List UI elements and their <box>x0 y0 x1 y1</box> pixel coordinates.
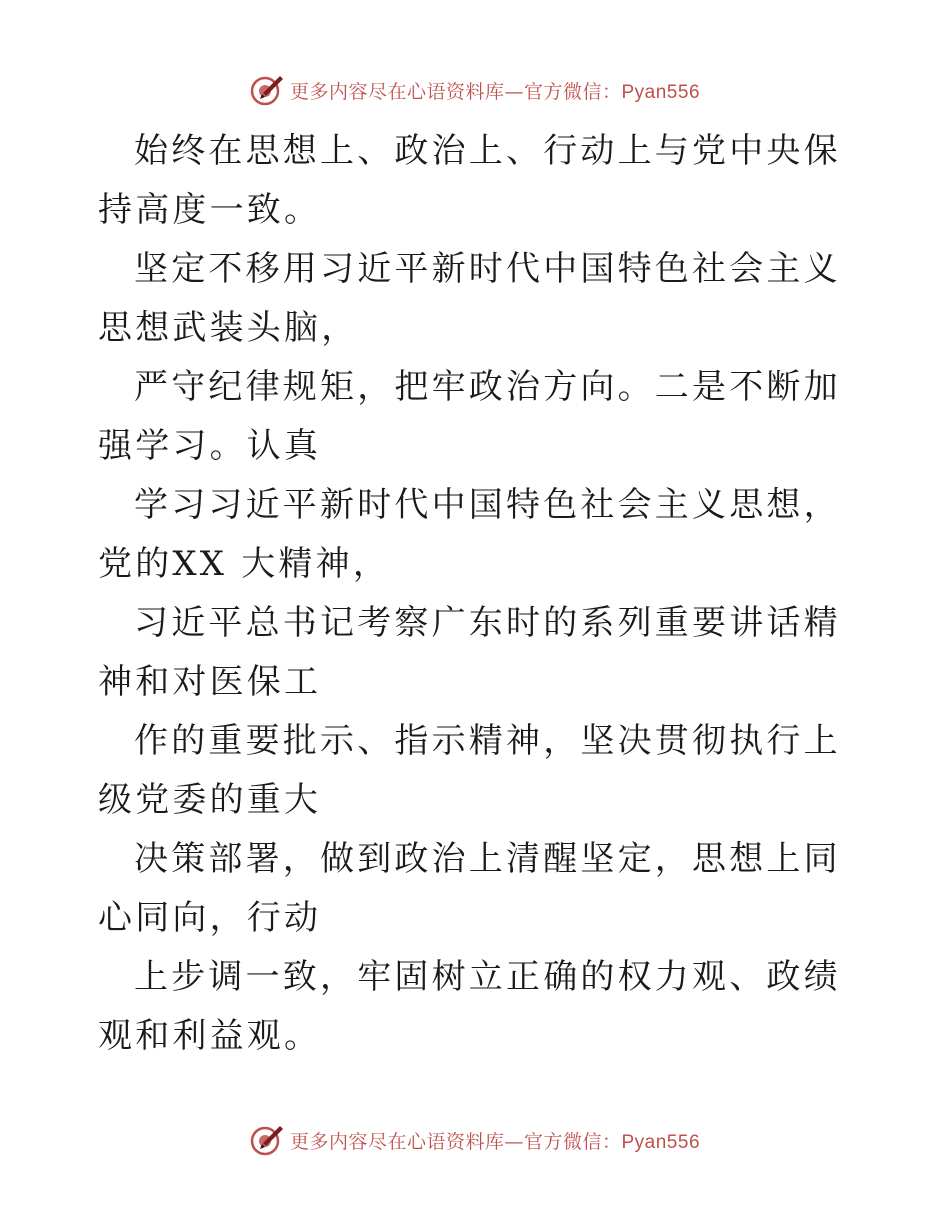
header-banner <box>0 70 950 110</box>
footer-banner <box>0 1120 950 1160</box>
header-contact-label: 官方微信： <box>523 80 622 103</box>
brush-logo-icon <box>250 1123 284 1157</box>
footer-contact-label: 官方微信： <box>523 1130 622 1153</box>
paragraph: 严守纪律规矩，把牢政治方向。二是不断加强学习。认真 <box>98 367 841 466</box>
footer-account: Pyan556 <box>621 1131 701 1153</box>
header-title: 更多内容尽在心语资料库 <box>289 80 505 103</box>
header-dash: — <box>504 80 524 103</box>
paragraph: 决策部署，做到政治上清醒坚定，思想上同心同向，行动 <box>98 839 841 938</box>
footer-banner-text <box>290 1127 700 1154</box>
paragraph: 学习习近平新时代中国特色社会主义思想，党的XX 大精神， <box>98 485 841 584</box>
paragraph: 习近平总书记考察广东时的系列重要讲话精神和对医保工 <box>98 603 841 702</box>
footer-title: 更多内容尽在心语资料库 <box>289 1130 505 1153</box>
brush-logo-icon <box>250 73 284 107</box>
header-account: Pyan556 <box>621 81 701 103</box>
paragraph: 坚定不移用习近平新时代中国特色社会主义思想武装头脑， <box>98 249 841 348</box>
header-banner-text <box>290 77 700 104</box>
paragraph: 作的重要批示、指示精神，坚决贯彻执行上级党委的重大 <box>98 721 841 820</box>
footer-dash: — <box>504 1130 524 1153</box>
paragraph: 始终在思想上、政治上、行动上与党中央保持高度一致。 <box>98 131 841 230</box>
document-body <box>98 122 858 1066</box>
paragraph: 上步调一致，牢固树立正确的权力观、政绩观和利益观。 <box>98 957 841 1056</box>
